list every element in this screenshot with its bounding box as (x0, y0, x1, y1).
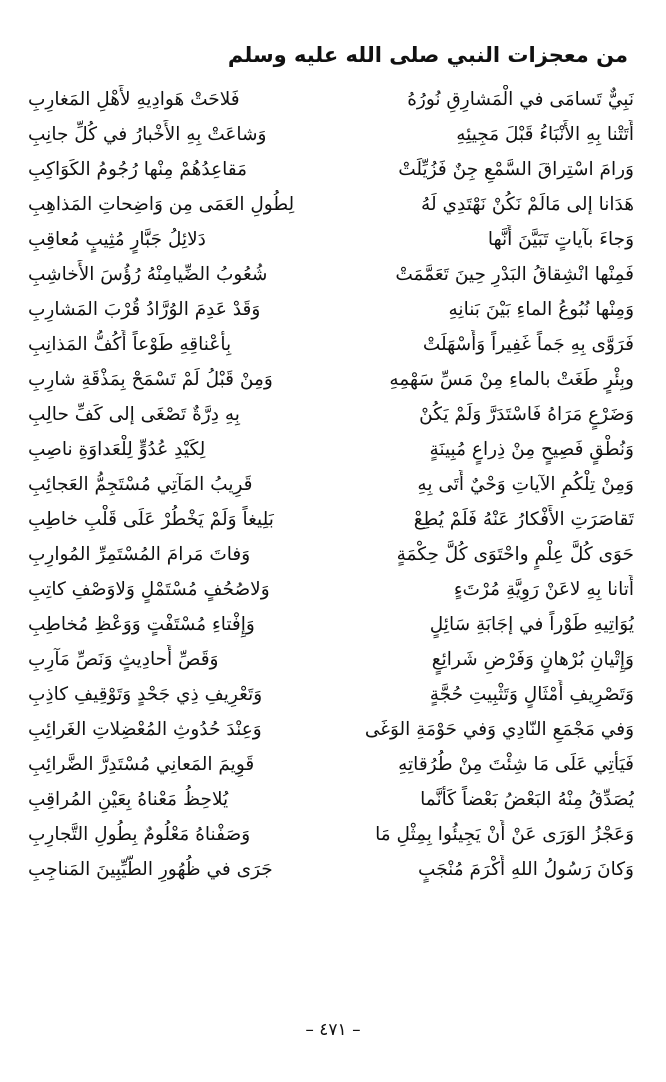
verse-line (28, 712, 634, 747)
verse-second-hemistich: مَقاعِدُهُمْ مِنْها رُجُومُ الكَوَاكِبِ (28, 158, 248, 180)
verse-first-hemistich: وَمِنْها نُبُوعُ الماءِ بَيْنَ بَنانِهِ (448, 298, 634, 320)
poem-title: من معجزات النبي صلى الله عليه وسلم (227, 43, 628, 67)
verse-second-hemistich: وَفاتَ مَرامَ المُسْتَمِرِّ المُوارِبِ (28, 543, 251, 565)
verse-first-hemistich: أَتَتْنا بِهِ الأَنْبَاءُ قَبْلَ مَجِيئِهِ (456, 123, 634, 145)
verse-line (28, 607, 634, 642)
verse-line (28, 432, 634, 467)
verse-first-hemistich: يُوَاتِيهِ طَوْراً في إجَابَةِ سَائِلٍ (429, 613, 634, 635)
verse-line (28, 117, 634, 152)
verse-first-hemistich: فَيَأْتِي عَلَى مَا شِئْتَ مِنْ طُرُقاتِهِ (398, 753, 634, 775)
verse-first-hemistich: وَعَجْزُ الوَرَى عَنْ أَنْ يَجِيئُوا بِمِثْلِ مَا (375, 823, 634, 845)
verse-second-hemistich: يُلاحِظُ مَعْناهُ بِعَيْنِ المُراقِبِ (28, 788, 229, 810)
verse-line (28, 817, 634, 852)
verse-first-hemistich: فَرَوَّى بِهِ جَماً غَفِيراً وَأَسْهَلَتْ (422, 333, 634, 355)
verse-first-hemistich: وَجاءَ بآياتٍ تَبَيَّنَ أَنَّها (487, 228, 634, 250)
verse-second-hemistich: بِهِ دِرَّةٌ تَصْغَى إلى كَفِّ حالِبِ (28, 403, 240, 425)
verse-line (28, 782, 634, 817)
verse-line (28, 572, 634, 607)
verse-second-hemistich: دَلائِلُ جَبَّارٍ مُثِيبٍ مُعاقِبِ (28, 228, 206, 250)
verse-line (28, 642, 634, 677)
verse-first-hemistich: وَكانَ رَسُولُ اللهِ أَكْرَمَ مُنْجَبٍ (418, 858, 634, 880)
verse-first-hemistich: وَضَرْعٍ مَرَاهُ فَاسْتَدَرَّ وَلَمْ يَكُنْ (419, 403, 634, 425)
verse-first-hemistich: وَنُطْقٍ فَصِيحٍ مِنْ ذِراعٍ مُبِينَةٍ (429, 438, 634, 460)
verse-first-hemistich: يُصَدِّقُ مِنْهُ البَعْضُ بَعْضاً كَأَنَّما (420, 788, 634, 810)
verse-second-hemistich: وَإِفْتاءِ مُسْتَفْتٍ وَوَعْظِ مُخاطِبِ (28, 613, 255, 635)
verse-second-hemistich: وَقَدْ عَدِمَ الوُرَّادُ قُرْبَ المَشارِبِ (28, 298, 261, 320)
verse-line (28, 747, 634, 782)
verse-line (28, 537, 634, 572)
verse-second-hemistich: وَصَفْناهُ مَعْلُومٌ بِطُولِ التَّجارِبِ (28, 823, 251, 845)
verse-first-hemistich: هَدَانا إلى مَالَمْ نَكُنْ نَهْتَدِي لَهُ (421, 193, 634, 215)
verse-line (28, 467, 634, 502)
verse-line (28, 397, 634, 432)
verse-first-hemistich: أَتانا بِهِ لاعَنْ رَوِيَّةِ مُرْتَءٍ (453, 578, 634, 600)
verse-line (28, 362, 634, 397)
verse-line (28, 292, 634, 327)
verse-first-hemistich: وبِئْرٍ طَغَتْ بالماءِ مِنْ مَسِّ سَهْمِهِ (389, 368, 634, 390)
verse-line (28, 677, 634, 712)
verse-second-hemistich: وَشاعَتْ بِهِ الأَخْبارُ في كُلِّ جانِبِ (28, 123, 267, 145)
verse-second-hemistich: جَرَى في ظُهُورِ الطَّيِّبِينَ المَناجِبِ (28, 858, 273, 880)
verse-second-hemistich: فَلاحَتْ هَوادِيهِ لأَهْلِ المَغارِبِ (28, 88, 240, 110)
verse-first-hemistich: وَمِنْ تِلْكُمِ الآياتِ وَحْيٌ أَتَى بِهِ (417, 473, 634, 495)
verse-second-hemistich: قَرِيبُ المَآتِي مُسْتَجِمُّ العَجائِبِ (28, 473, 253, 495)
verse-second-hemistich: وَتَعْرِيفِ ذِي جَحْدٍ وَتَوْقِيفِ كاذِبِ (28, 683, 263, 705)
verse-second-hemistich: لِطُولِ العَمَى مِن وَاضِحاتِ المَذاهِبِ (28, 193, 295, 215)
verse-second-hemistich: بَلِيغاً وَلَمْ يَخْطُرْ عَلَى قَلْبِ خاطِبِ (28, 508, 274, 530)
verse-line (28, 152, 634, 187)
verse-second-hemistich: وَعِنْدَ حُدُوثِ المُعْضِلاتِ الغَرائِبِ (28, 718, 262, 740)
verse-first-hemistich: حَوَى كُلَّ عِلْمٍ واحْتَوَى كُلَّ حِكْمَةٍ (396, 543, 634, 565)
verse-line (28, 257, 634, 292)
verse-second-hemistich: قَوِيمَ المَعانِي مُسْتَدِرَّ الضَّرائِبِ (28, 753, 255, 775)
verse-second-hemistich: وَلاصُحُفٍ مُسْتَمْلٍ وَلاوَصْفِ كاتِبِ (28, 578, 270, 600)
verse-line (28, 82, 634, 117)
verse-first-hemistich: فَمِنْها انْشِقاقُ البَدْرِ حِينَ تَعَمَّمَتْ (395, 263, 634, 285)
verse-second-hemistich: شُعُوبُ الضِّيامِنْهُ رُؤُسَ الأَخاشِبِ (28, 263, 268, 285)
verse-line (28, 327, 634, 362)
poem-body (28, 82, 634, 887)
verse-line (28, 187, 634, 222)
verse-first-hemistich: وَتَصْرِيفِ أَمْثَالٍ وَتَثْبِيتِ حُجَّةٍ (429, 683, 634, 705)
page-number: – ٤٧١ – (305, 1020, 361, 1040)
verse-line (28, 222, 634, 257)
verse-first-hemistich: وَإِتْيانِ بُرْهانٍ وَفَرْضِ شَرائِعٍ (431, 648, 634, 670)
verse-second-hemistich: وَقَصِّ أَحادِيثٍ وَنَصِّ مَآرِبِ (28, 648, 219, 670)
verse-second-hemistich: وَمِنْ قَبْلُ لَمْ تَسْمَحْ بِمَذْقَةِ شارِبِ (28, 368, 273, 390)
verse-first-hemistich: تَقاصَرَتِ الأَفْكارُ عَنْهُ فَلَمْ يُطِعْ (413, 508, 634, 530)
verse-first-hemistich: وَفي مَجْمَعِ النّادِي وَفي حَوْمَةِ الوَغَى (364, 718, 634, 740)
verse-line (28, 852, 634, 887)
verse-line (28, 502, 634, 537)
verse-second-hemistich: بِأَعْناقِهِ طَوْعاً أَكُفُّ المَذانِبِ (28, 333, 232, 355)
verse-first-hemistich: نَبِيٌّ تَسامَى في الْمَشارِقِ نُورُهُ (407, 88, 634, 110)
verse-second-hemistich: لِكَيْدِ عُدُوٍّ لِلْعَداوَةِ ناصِبِ (28, 438, 206, 460)
verse-first-hemistich: وَرامَ اسْتِراقَ السَّمْعِ جِنٌ فَزُيِّلَتْ (398, 158, 634, 180)
